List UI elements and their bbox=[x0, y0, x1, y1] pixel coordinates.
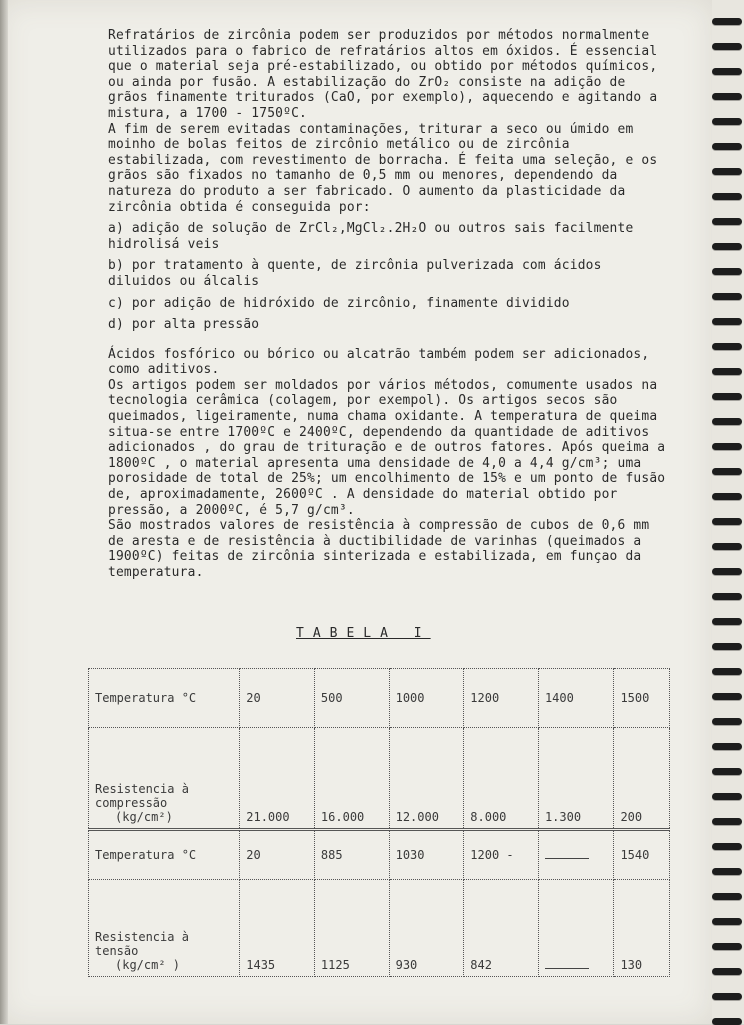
spiral-coil bbox=[712, 893, 742, 900]
table-title: TABELA I bbox=[296, 626, 431, 641]
paragraph: Refratários de zircônia podem ser produzidos por métodos normalmente utilizados para o fabrico de refratários altos em óxidos. É essencial que o material seja pré-estabilizado, ou obtido por métodos químicos, ou ainda por fusão. A estabilização do ZrO₂ consiste na adição de grãos finamente triturados (CaO, por exemplo), aquecendo e agitando a mistura, a 1700 - 1750ºC. bbox=[108, 28, 666, 121]
spiral-coil bbox=[712, 93, 742, 100]
spiral-coil bbox=[712, 793, 742, 800]
page-left-edge bbox=[0, 0, 8, 1024]
spiral-coil bbox=[712, 443, 742, 450]
spiral-coil bbox=[712, 968, 742, 975]
table-cell: 1125 bbox=[314, 880, 389, 977]
body-text bbox=[108, 28, 674, 581]
spiral-coil bbox=[712, 743, 742, 750]
table-cell: 12.000 bbox=[389, 728, 464, 830]
spiral-coil bbox=[712, 693, 742, 700]
spiral-coil bbox=[712, 568, 742, 575]
blank-line bbox=[545, 850, 589, 859]
blank-cell bbox=[538, 880, 614, 977]
spiral-coil bbox=[712, 143, 742, 150]
spiral-coil bbox=[712, 593, 742, 600]
table-cell: 1030 bbox=[389, 830, 464, 880]
spiral-coil bbox=[712, 918, 742, 925]
list-item: a) adição de solução de ZrCl₂,MgCl₂.2H₂O ou outros sais facilmente hidrolisá veis bbox=[108, 221, 642, 252]
spiral-coil bbox=[712, 543, 742, 550]
spiral-coil bbox=[712, 518, 742, 525]
spiral-coil bbox=[712, 168, 742, 175]
spiral-coil bbox=[712, 668, 742, 675]
table-row bbox=[89, 880, 670, 977]
spiral-coil bbox=[712, 943, 742, 950]
compression-label: Resistencia à compressão (kg/cm²) bbox=[89, 728, 240, 830]
table-cell: 1540 bbox=[614, 830, 670, 880]
spiral-coil bbox=[712, 193, 742, 200]
blank-cell bbox=[538, 830, 614, 880]
table-cell: 1000 bbox=[389, 669, 464, 728]
paragraph: Os artigos podem ser moldados por vários métodos, comumente usados na tecnologia cerâmica (colagem, por exempol). Os artigos secos são queimados, ligeiramente, numa chama oxidante. A temperatura de queima situa-se entre 1700ºC e 2400ºC, dependendo da quantidade de aditivos adicionados , do grau de trituração e de outros fatores. Após queima a 1800ºC , o material apresenta uma densidade de 4,0 a 4,4 g/cm³; uma porosidade de total de 25%; um encolhimento de 15% e um ponto de fusão de, aproximadamente, 2600ºC . A densidade do material obtido por pressão, a 2000ºC, é 5,7 g/cm³. bbox=[108, 377, 674, 518]
spiral-coil bbox=[712, 43, 742, 50]
table-cell: 885 bbox=[314, 830, 389, 880]
spiral-coil bbox=[712, 118, 742, 125]
tension-label: Resistencia à tensão (kg/cm² ) bbox=[89, 880, 240, 977]
spiral-coil bbox=[712, 718, 742, 725]
temperature-label: Temperatura °C bbox=[89, 669, 240, 728]
data-table bbox=[88, 668, 670, 977]
spiral-coil bbox=[712, 418, 742, 425]
table-row bbox=[89, 830, 670, 880]
spiral-binding bbox=[712, 0, 744, 1024]
table-cell: 20 bbox=[240, 669, 315, 728]
spiral-coil bbox=[712, 243, 742, 250]
spiral-coil bbox=[712, 368, 742, 375]
blank-line bbox=[545, 960, 589, 969]
table-cell: 130 bbox=[614, 880, 670, 977]
table-cell: 20 bbox=[240, 830, 315, 880]
table-cell: 842 bbox=[464, 880, 539, 977]
table-cell: 1200 - bbox=[464, 830, 539, 880]
spiral-coil bbox=[712, 818, 742, 825]
spiral-coil bbox=[712, 318, 742, 325]
list-item: d) por alta pressão bbox=[108, 317, 260, 333]
table-cell: 1.300 bbox=[538, 728, 614, 830]
spiral-coil bbox=[712, 343, 742, 350]
spiral-coil bbox=[712, 993, 742, 1000]
table-cell: 16.000 bbox=[314, 728, 389, 830]
table-cell: 930 bbox=[389, 880, 464, 977]
spiral-coil bbox=[712, 468, 742, 475]
paragraph: São mostrados valores de resistência à compressão de cubos de 0,6 mm de aresta e de resistência à ductibilidade de varinhas (queimados a 1900ºC) feitas de zircônia sinterizada e estabilizada, em funçao da temperatura. bbox=[108, 518, 658, 580]
list-item: c) por adição de hidróxido de zircônio, finamente dividido bbox=[108, 295, 570, 311]
table-row bbox=[89, 669, 670, 728]
table-row bbox=[89, 728, 670, 830]
table-cell: 21.000 bbox=[240, 728, 315, 830]
spiral-coil bbox=[712, 18, 742, 25]
paragraph: A fim de serem evitadas contaminações, triturar a seco ou úmido em moinho de bolas feitos de zircônio metálico ou de zircônia estabilizada, com revestimento de borracha. É feita uma seleção, e os grãos são fixados no tamanho de 0,5 mm ou menores, dependendo da natureza do produto a ser fabricado. O aumento da plasticidade da zircônia obtida é conseguida por: bbox=[108, 121, 666, 215]
paragraph: Ácidos fosfórico ou bórico ou alcatrão também podem ser adicionados, como aditivos. bbox=[108, 346, 658, 378]
table-cell: 500 bbox=[314, 669, 389, 728]
table-cell: 1500 bbox=[614, 669, 670, 728]
spiral-coil bbox=[712, 868, 742, 875]
list-item: b) por tratamento à quente, de zircônia pulverizada com ácidos diluidos ou álcalis bbox=[108, 258, 610, 289]
table-cell: 200 bbox=[614, 728, 670, 830]
spiral-coil bbox=[712, 643, 742, 650]
spiral-coil bbox=[712, 843, 742, 850]
spiral-coil bbox=[712, 493, 742, 500]
spiral-coil bbox=[712, 268, 742, 275]
temperature-label: Temperatura °C bbox=[89, 830, 240, 880]
spiral-coil bbox=[712, 68, 742, 75]
spiral-coil bbox=[712, 393, 742, 400]
spiral-coil bbox=[712, 618, 742, 625]
table-cell: 1200 bbox=[464, 669, 539, 728]
table-cell: 1435 bbox=[240, 880, 315, 977]
spiral-coil bbox=[712, 768, 742, 775]
spiral-coil bbox=[712, 218, 742, 225]
table-cell: 8.000 bbox=[464, 728, 539, 830]
spiral-coil bbox=[712, 293, 742, 300]
table-cell: 1400 bbox=[538, 669, 614, 728]
